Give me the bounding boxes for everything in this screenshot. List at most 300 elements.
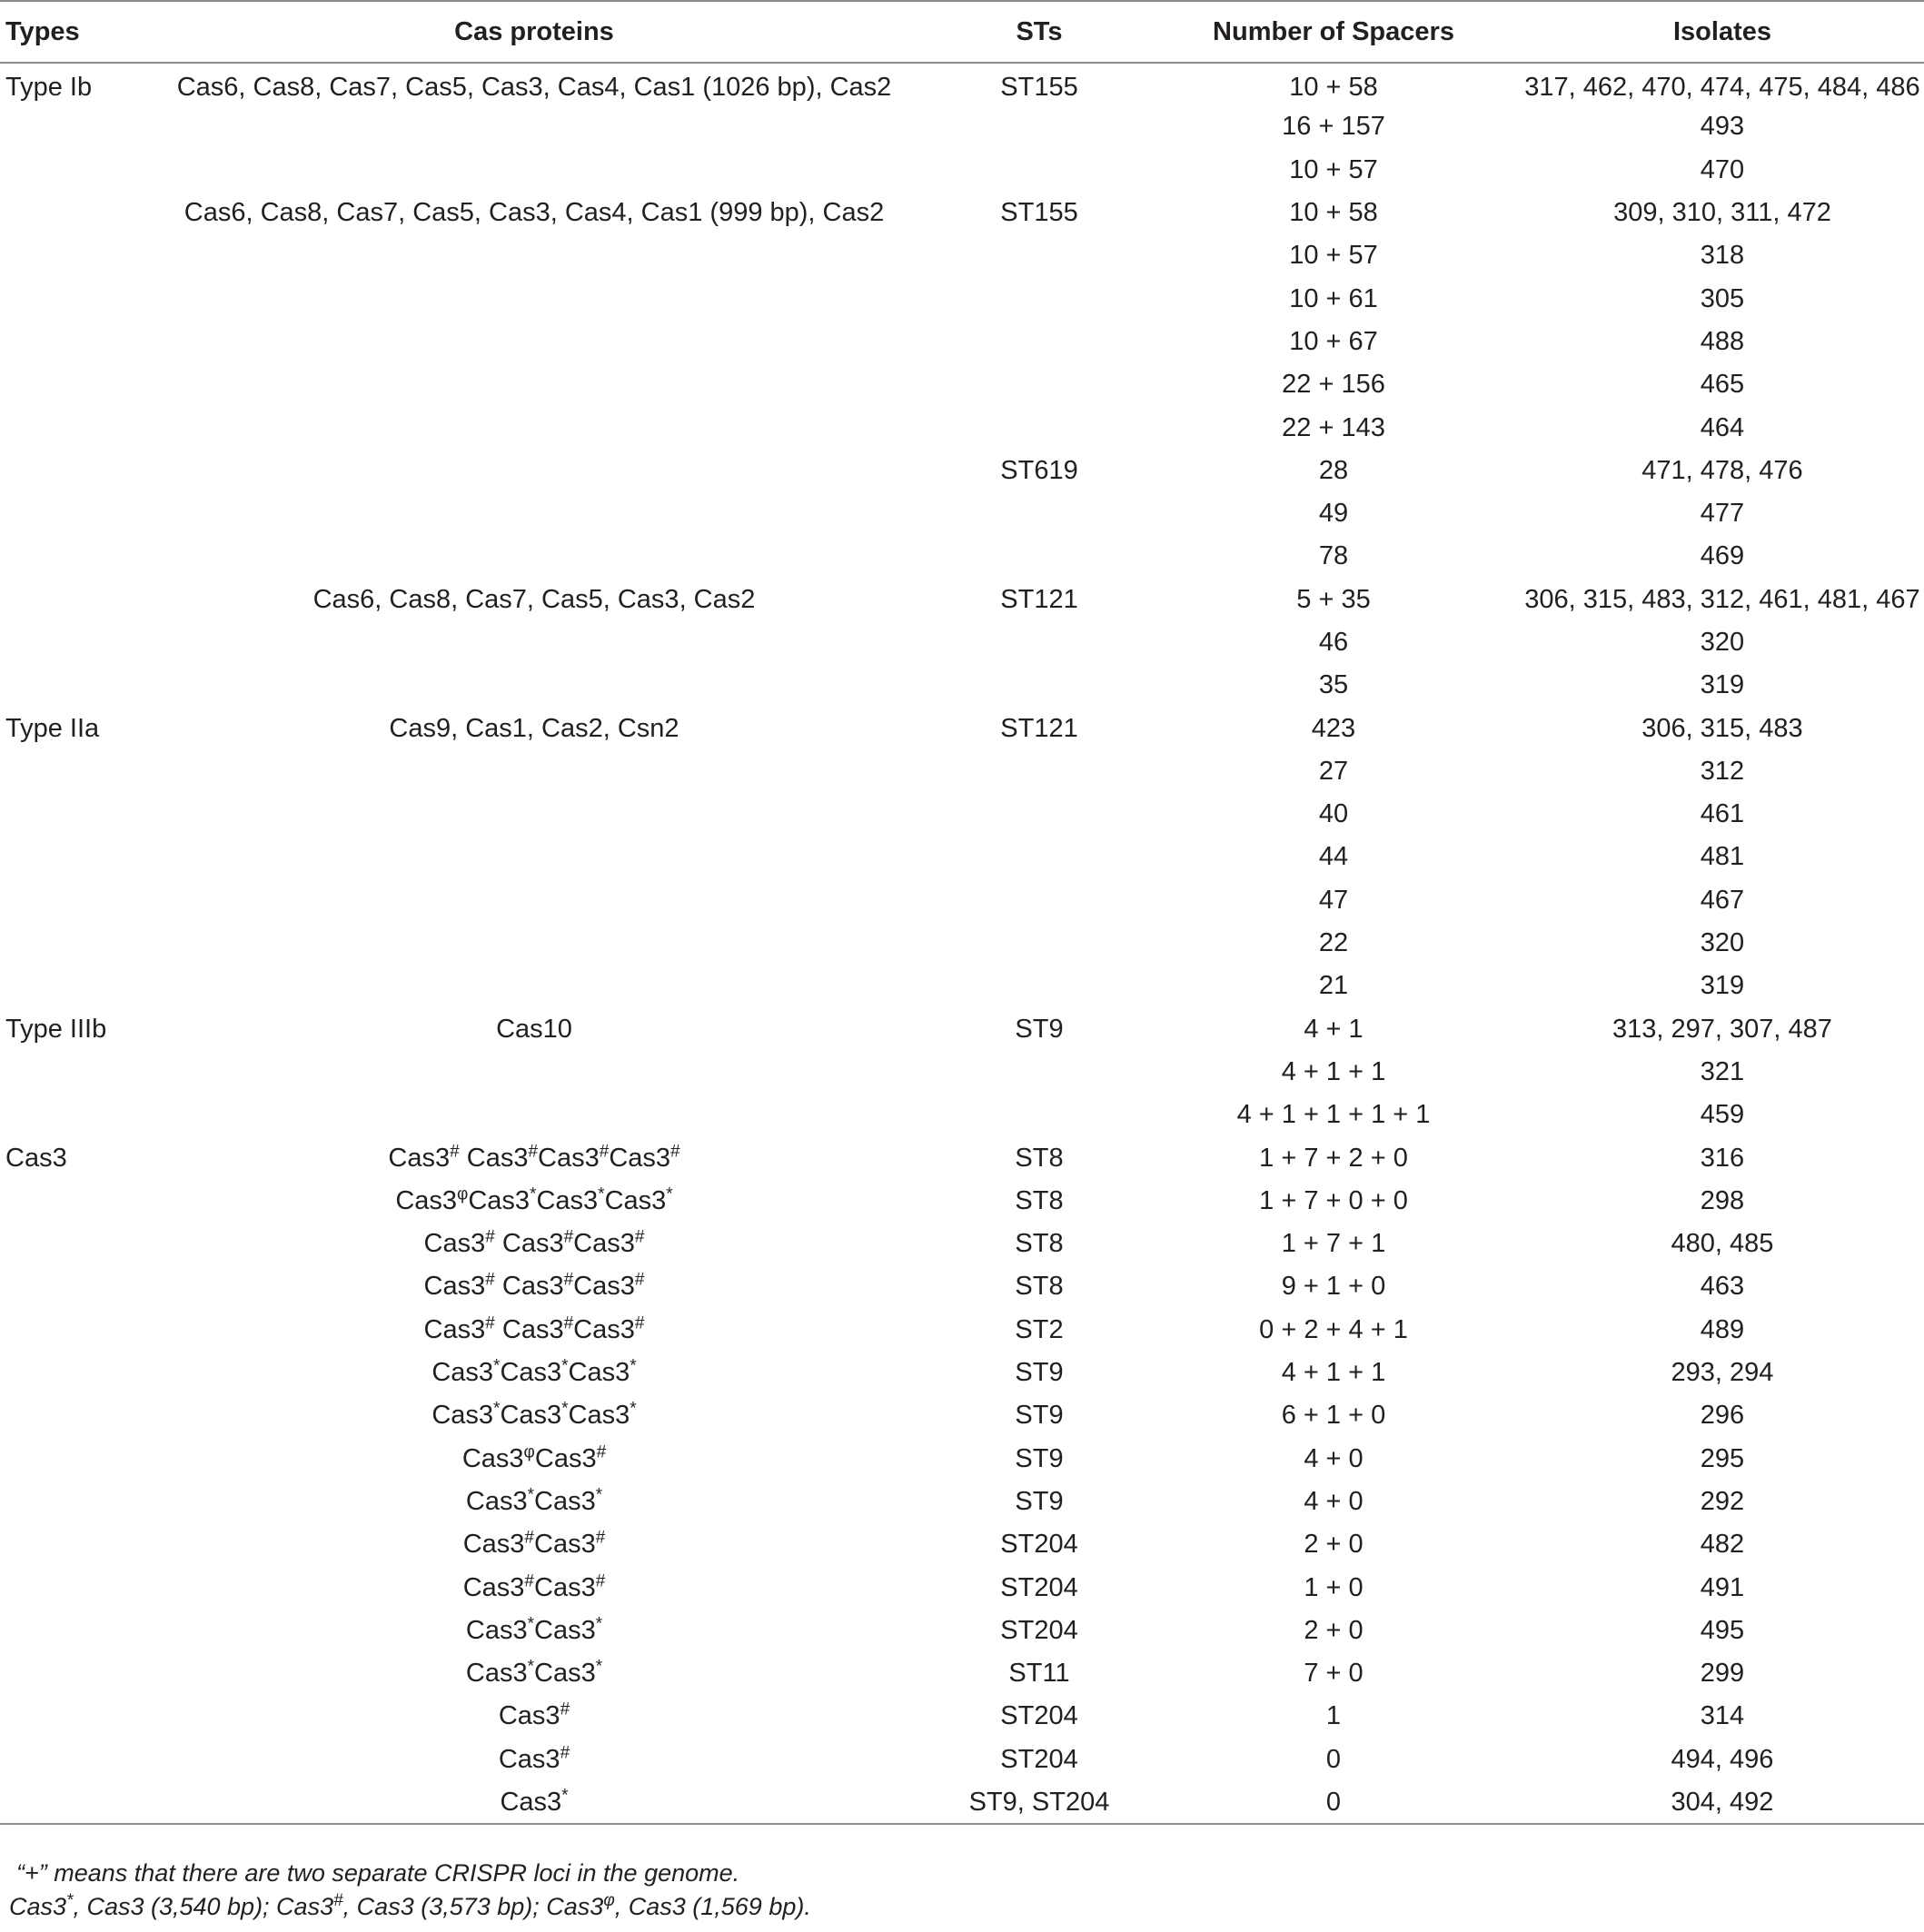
table-row <box>0 1739 1924 1781</box>
cas-variant-marker: * <box>527 1485 534 1505</box>
cell-cas-proteins <box>136 1094 932 1136</box>
cell-type <box>0 535 136 578</box>
cas-protein-text: Cas3 <box>604 1185 667 1215</box>
cell-type <box>0 192 136 234</box>
cell-type <box>0 492 136 535</box>
table-row <box>0 836 1924 878</box>
cas-protein-text: Cas6, Cas8, Cas7, Cas5, Cas3, Cas4, Cas1 (1026 bp), Cas2 <box>176 72 892 102</box>
cas-variant-marker: # <box>634 1313 645 1333</box>
cell-cas-proteins <box>136 1394 932 1437</box>
cell-isolates: 477 <box>1700 499 1745 529</box>
table-footnotes <box>9 1857 811 1924</box>
table-row <box>0 664 1924 707</box>
cell-type <box>0 1352 136 1394</box>
cell-number-of-spacers: 78 <box>1318 541 1349 571</box>
cas-protein-text: Cas3 <box>534 1659 596 1689</box>
cas-protein-text: Cas3 <box>465 1486 528 1516</box>
cell-isolates: 309, 310, 311, 472 <box>1613 198 1831 228</box>
cell-number-of-spacers: 4 + 1 + 1 <box>1281 1056 1386 1086</box>
cell-isolates: 304, 492 <box>1521 1781 1924 1824</box>
cell-cas-proteins <box>136 836 932 878</box>
cell-type <box>0 1781 136 1824</box>
cell-isolates: 461 <box>1700 799 1745 829</box>
footnote-plus-meaning: “+” means that there are two separate CRISPR loci in the genome. <box>16 1859 740 1887</box>
cas-protein-text: Cas3 <box>500 1787 562 1817</box>
table-row <box>0 1094 1924 1136</box>
cas-protein-text: Cas3 <box>568 1358 630 1388</box>
cell-st <box>932 149 1146 192</box>
cas-protein-text: Cas3 <box>423 1272 486 1302</box>
cell-type <box>0 965 136 1007</box>
cell-number-of-spacers: 10 + 58 <box>1289 198 1378 228</box>
cas-variant-marker: # <box>450 1141 460 1161</box>
cell-isolates: 293, 294 <box>1671 1358 1774 1388</box>
cell-type <box>0 1739 136 1781</box>
table-row <box>0 750 1924 793</box>
cell-type: Cas3 <box>5 1143 67 1173</box>
cell-isolates: 316 <box>1700 1143 1745 1173</box>
footnote-part: , Cas3 (1,569 bp). <box>614 1893 811 1920</box>
cas-protein-text: Cas3 <box>462 1572 525 1602</box>
cas-protein-text: Cas3 <box>494 1272 564 1302</box>
cell-st <box>932 492 1146 535</box>
cell-type <box>0 1394 136 1437</box>
cas-variant-marker: * <box>595 1657 603 1677</box>
cell-type <box>0 664 136 707</box>
cell-isolates: 459 <box>1700 1100 1745 1130</box>
cell-st: ST8 <box>1015 1272 1064 1302</box>
cell-type <box>0 1438 136 1481</box>
cell-type <box>0 149 136 192</box>
header-types: Types <box>0 1 136 63</box>
cell-isolates: 464 <box>1700 412 1745 442</box>
cell-number-of-spacers: 10 + 58 <box>1289 72 1378 102</box>
cell-number-of-spacers: 2 + 0 <box>1304 1615 1364 1645</box>
cell-isolates: 480, 485 <box>1671 1229 1774 1259</box>
cell-st <box>932 836 1146 878</box>
cell-number-of-spacers: 4 + 1 <box>1304 1014 1364 1044</box>
cell-number-of-spacers: 10 + 57 <box>1289 241 1378 271</box>
cas-variant-marker: # <box>634 1227 645 1247</box>
cell-number-of-spacers: 9 + 1 + 0 <box>1281 1272 1386 1302</box>
cell-number-of-spacers: 16 + 157 <box>1282 112 1385 142</box>
cell-number-of-spacers: 1 + 7 + 2 + 0 <box>1259 1143 1408 1173</box>
cell-number-of-spacers: 1 + 7 + 1 <box>1281 1229 1386 1259</box>
table-row <box>0 1523 1924 1566</box>
cell-number-of-spacers: 22 <box>1318 928 1349 958</box>
cas-variant-marker: * <box>598 1184 605 1204</box>
cell-st <box>932 1051 1146 1094</box>
cell-type <box>0 750 136 793</box>
cell-isolates: 488 <box>1700 326 1745 356</box>
cas-variant-marker: * <box>630 1399 637 1419</box>
cell-cas-proteins <box>136 321 932 363</box>
cell-st: ST204 <box>1000 1572 1078 1602</box>
cas-protein-text: Cas3 <box>536 1185 599 1215</box>
table-row <box>0 277 1924 320</box>
table-row <box>0 1352 1924 1394</box>
cell-number-of-spacers: 28 <box>1318 455 1349 485</box>
cell-st: ST9, ST204 <box>932 1781 1146 1824</box>
cas-protein-text: Cas9, Cas1, Cas2, Csn2 <box>389 713 679 743</box>
cell-isolates: 493 <box>1700 112 1745 142</box>
table-row <box>0 922 1924 965</box>
cell-number-of-spacers: 4 + 0 <box>1304 1443 1364 1473</box>
cell-type <box>0 1566 136 1609</box>
cell-number-of-spacers: 0 + 2 + 4 + 1 <box>1259 1314 1408 1344</box>
cell-st <box>932 965 1146 1007</box>
cell-st: ST8 <box>1015 1185 1064 1215</box>
cas-variant-marker: φ <box>457 1184 469 1204</box>
cell-isolates: 305 <box>1700 283 1745 313</box>
footnote-marker: φ <box>603 1891 615 1910</box>
cell-isolates: 491 <box>1700 1572 1745 1602</box>
cell-isolates: 319 <box>1700 971 1745 1001</box>
cell-st: ST204 <box>1000 1701 1078 1731</box>
header-cas-proteins: Cas proteins <box>136 1 932 63</box>
cas-variant-marker: * <box>561 1785 569 1805</box>
cell-cas-proteins <box>136 922 932 965</box>
table-row <box>0 1180 1924 1223</box>
cell-st: ST204 <box>1000 1530 1078 1560</box>
table-row <box>0 1566 1924 1609</box>
table-row <box>0 105 1924 148</box>
cell-st: ST8 <box>1015 1143 1064 1173</box>
cell-type <box>0 105 136 148</box>
cell-cas-proteins <box>136 406 932 449</box>
cas-variant-marker: * <box>527 1614 534 1634</box>
cell-st <box>932 750 1146 793</box>
cell-number-of-spacers: 4 + 0 <box>1304 1486 1364 1516</box>
cas-variant-marker: # <box>599 1141 610 1161</box>
cell-st: ST9 <box>1015 1486 1064 1516</box>
table-row <box>0 192 1924 234</box>
cas-variant-marker: * <box>493 1356 501 1376</box>
cas-protein-text: Cas3 <box>461 1443 524 1473</box>
cell-st <box>932 793 1146 836</box>
cell-cas-proteins <box>136 492 932 535</box>
table-row <box>0 879 1924 922</box>
cell-st: ST9 <box>1015 1014 1064 1044</box>
cas-variant-marker: # <box>528 1141 539 1161</box>
cell-cas-proteins <box>136 1739 932 1781</box>
cell-number-of-spacers: 10 + 67 <box>1289 326 1378 356</box>
cell-type <box>0 363 136 406</box>
cell-cas-proteins <box>136 1781 932 1824</box>
table-row <box>0 1652 1924 1695</box>
cas-protein-text: Cas3 <box>573 1314 635 1344</box>
cell-cas-proteins <box>136 1481 932 1523</box>
cell-type <box>0 879 136 922</box>
cas-protein-text: Cas3 <box>500 1401 562 1431</box>
table-row <box>0 1309 1924 1352</box>
cell-type: Type IIa <box>5 713 100 743</box>
cell-cas-proteins <box>136 105 932 148</box>
footnote-cas3-variants <box>9 1890 811 1924</box>
cell-isolates: 306, 315, 483 <box>1641 713 1803 743</box>
cas-protein-text: Cas3 <box>494 1314 564 1344</box>
cell-isolates: 295 <box>1700 1443 1745 1473</box>
cell-cas-proteins <box>136 879 932 922</box>
cas-variant-marker: * <box>530 1184 537 1204</box>
cas-protein-text: Cas3 <box>459 1143 529 1173</box>
cas-variant-marker: # <box>560 1699 570 1719</box>
cell-st: ST9 <box>1015 1443 1064 1473</box>
cell-number-of-spacers: 0 <box>1146 1781 1521 1824</box>
cas-variant-marker: * <box>630 1356 637 1376</box>
table-row <box>0 63 1924 105</box>
table-row <box>0 1610 1924 1652</box>
cell-cas-proteins <box>136 579 932 621</box>
cell-isolates: 298 <box>1700 1185 1745 1215</box>
table-row <box>0 621 1924 664</box>
cell-st <box>932 363 1146 406</box>
cell-st <box>932 1094 1146 1136</box>
cell-st <box>932 535 1146 578</box>
cell-cas-proteins <box>136 1265 932 1308</box>
cas-protein-text: Cas3 <box>431 1358 494 1388</box>
cell-cas-proteins <box>136 1136 932 1179</box>
cell-isolates: 314 <box>1700 1701 1745 1731</box>
cell-type <box>0 234 136 277</box>
cell-number-of-spacers: 46 <box>1318 628 1349 657</box>
cell-isolates: 320 <box>1700 928 1745 958</box>
header-isolates: Isolates <box>1521 1 1924 63</box>
cell-type <box>0 1481 136 1523</box>
cas-protein-text: Cas3 <box>431 1401 494 1431</box>
cas-protein-text: Cas3 <box>423 1314 486 1344</box>
cas-protein-text: Cas3 <box>388 1143 451 1173</box>
cell-cas-proteins <box>136 1352 932 1394</box>
cell-cas-proteins <box>136 450 932 492</box>
table-row <box>0 149 1924 192</box>
cell-isolates: 494, 496 <box>1671 1744 1774 1774</box>
cas-variant-marker: # <box>595 1570 606 1590</box>
cas-variant-marker: # <box>670 1141 680 1161</box>
cell-cas-proteins <box>136 1008 932 1051</box>
cell-st: ST2 <box>1015 1314 1064 1344</box>
header-number-of-spacers: Number of Spacers <box>1146 1 1521 63</box>
cas-variant-marker: * <box>595 1614 603 1634</box>
cell-isolates: 299 <box>1700 1659 1745 1689</box>
table-row <box>0 1008 1924 1051</box>
table-row <box>0 321 1924 363</box>
table-row <box>0 707 1924 749</box>
cell-number-of-spacers: 21 <box>1318 971 1349 1001</box>
cas-protein-text: Cas3 <box>534 1443 597 1473</box>
cell-cas-proteins <box>136 1438 932 1481</box>
cas-protein-text: Cas10 <box>496 1014 572 1044</box>
table-row <box>0 492 1924 535</box>
cell-cas-proteins <box>136 1180 932 1223</box>
cell-number-of-spacers: 35 <box>1318 670 1349 700</box>
cell-st <box>932 922 1146 965</box>
cell-type <box>0 450 136 492</box>
cas-protein-text: Cas3 <box>573 1272 635 1302</box>
cell-number-of-spacers: 1 <box>1325 1701 1342 1731</box>
table-row <box>0 1781 1924 1824</box>
cell-type: Type IIIb <box>5 1014 107 1044</box>
cell-number-of-spacers: 423 <box>1311 713 1356 743</box>
cell-cas-proteins <box>136 1051 932 1094</box>
cell-isolates: 318 <box>1700 241 1745 271</box>
cell-st <box>932 621 1146 664</box>
cas-variant-marker: # <box>524 1528 534 1548</box>
cell-number-of-spacers: 7 + 0 <box>1304 1659 1364 1689</box>
cell-st <box>932 664 1146 707</box>
cell-type <box>0 922 136 965</box>
cas-protein-text: Cas3 <box>534 1572 596 1602</box>
cell-isolates: 467 <box>1700 885 1745 915</box>
cas-protein-text: Cas3 <box>468 1185 531 1215</box>
cell-type <box>0 1094 136 1136</box>
cell-type <box>0 1223 136 1265</box>
cell-isolates: 489 <box>1700 1314 1745 1344</box>
cell-type <box>0 406 136 449</box>
cell-cas-proteins <box>136 63 932 105</box>
cas-variant-marker: # <box>485 1227 495 1247</box>
cell-type <box>0 277 136 320</box>
table-row <box>0 234 1924 277</box>
cell-isolates: 321 <box>1700 1056 1745 1086</box>
cell-type <box>0 836 136 878</box>
cell-type <box>0 1051 136 1094</box>
cell-type <box>0 1523 136 1566</box>
cell-cas-proteins <box>136 664 932 707</box>
cas-variant-marker: # <box>563 1270 574 1290</box>
cell-type <box>0 579 136 621</box>
cell-type <box>0 793 136 836</box>
cell-st: ST11 <box>1008 1659 1070 1689</box>
cell-isolates: 471, 478, 476 <box>1641 455 1803 485</box>
cas-variant-marker: # <box>563 1227 574 1247</box>
cell-cas-proteins <box>136 1652 932 1695</box>
cas-protein-text: Cas3 <box>465 1615 528 1645</box>
cell-st <box>932 234 1146 277</box>
cell-cas-proteins <box>136 793 932 836</box>
cell-type <box>0 1309 136 1352</box>
table-row <box>0 1394 1924 1437</box>
cell-number-of-spacers: 47 <box>1318 885 1349 915</box>
cas-variant-marker: * <box>561 1356 569 1376</box>
cas-variant-marker: * <box>561 1399 569 1419</box>
cell-isolates: 306, 315, 483, 312, 461, 481, 467 <box>1524 584 1920 614</box>
cell-cas-proteins <box>136 192 932 234</box>
cell-st: ST8 <box>1015 1229 1064 1259</box>
cell-cas-proteins <box>136 965 932 1007</box>
cell-isolates: 463 <box>1700 1272 1745 1302</box>
table-row <box>0 1136 1924 1179</box>
cell-type <box>0 321 136 363</box>
cell-cas-proteins <box>136 277 932 320</box>
cell-isolates: 320 <box>1700 628 1745 657</box>
cell-isolates: 312 <box>1700 756 1745 786</box>
cas-protein-text: Cas3 <box>573 1229 635 1259</box>
cell-st: ST9 <box>1015 1358 1064 1388</box>
cell-st: ST155 <box>1000 198 1078 228</box>
table-body <box>0 63 1924 1824</box>
cas-variant-marker: * <box>493 1399 501 1419</box>
table-row <box>0 1438 1924 1481</box>
cell-isolates: 495 <box>1700 1615 1745 1645</box>
cas-protein-text: Cas3 <box>609 1143 671 1173</box>
cell-cas-proteins <box>136 234 932 277</box>
table-row <box>0 579 1924 621</box>
footnote-part: Cas3 <box>9 1893 67 1920</box>
cell-st: ST121 <box>1000 584 1078 614</box>
cas-variant-marker: # <box>524 1570 534 1590</box>
cell-number-of-spacers: 1 + 7 + 0 + 0 <box>1259 1185 1408 1215</box>
table-row <box>0 1695 1924 1738</box>
footnote-marker: * <box>66 1891 74 1910</box>
cas-protein-text: Cas3 <box>534 1486 596 1516</box>
cas-protein-text: Cas3 <box>538 1143 600 1173</box>
cell-st <box>932 277 1146 320</box>
cell-st <box>932 879 1146 922</box>
cell-cas-proteins <box>136 1523 932 1566</box>
cell-number-of-spacers: 10 + 57 <box>1289 154 1378 184</box>
cell-number-of-spacers: 44 <box>1318 842 1349 872</box>
cell-number-of-spacers: 1 + 0 <box>1304 1572 1364 1602</box>
cell-cas-proteins <box>136 363 932 406</box>
cell-st <box>932 321 1146 363</box>
cell-cas-proteins <box>136 1695 932 1738</box>
cas-variant-marker: φ <box>523 1442 535 1461</box>
cell-st: ST155 <box>1000 72 1078 102</box>
cell-cas-proteins <box>136 1610 932 1652</box>
cell-st: ST204 <box>1000 1744 1078 1774</box>
cell-number-of-spacers: 27 <box>1318 756 1349 786</box>
cas-variant-marker: # <box>596 1442 607 1461</box>
cell-isolates: 481 <box>1700 842 1745 872</box>
cell-cas-proteins <box>136 1566 932 1609</box>
cas-protein-text: Cas6, Cas8, Cas7, Cas5, Cas3, Cas2 <box>312 584 756 614</box>
cas-variant-marker: # <box>634 1270 645 1290</box>
cell-isolates: 317, 462, 470, 474, 475, 484, 486 <box>1524 72 1920 102</box>
cell-type <box>0 1610 136 1652</box>
table-row <box>0 363 1924 406</box>
cas-protein-text: Cas3 <box>462 1530 525 1560</box>
cas-variant-marker: # <box>560 1743 570 1763</box>
cell-type: Type Ib <box>5 72 93 102</box>
cell-isolates: 313, 297, 307, 487 <box>1612 1014 1832 1044</box>
cas-variant-marker: # <box>485 1270 495 1290</box>
table-row <box>0 1481 1924 1523</box>
cell-number-of-spacers: 22 + 143 <box>1282 412 1385 442</box>
cell-isolates: 296 <box>1700 1401 1745 1431</box>
footnote-part: , Cas3 (3,573 bp); Cas3 <box>342 1893 604 1920</box>
cell-type <box>0 1265 136 1308</box>
cell-isolates: 482 <box>1700 1530 1745 1560</box>
cell-isolates: 319 <box>1700 670 1745 700</box>
cell-st <box>932 406 1146 449</box>
cas-protein-text: Cas3 <box>395 1185 458 1215</box>
cas-variant-marker: * <box>666 1184 673 1204</box>
cell-st <box>932 105 1146 148</box>
cell-type <box>0 1652 136 1695</box>
cas-protein-text: Cas3 <box>465 1659 528 1689</box>
cell-cas-proteins <box>136 149 932 192</box>
cas-protein-text: Cas3 <box>494 1229 564 1259</box>
cas-protein-text: Cas3 <box>534 1530 596 1560</box>
cell-st: ST9 <box>1015 1401 1064 1431</box>
table-row <box>0 1223 1924 1265</box>
table-row <box>0 793 1924 836</box>
header-row <box>0 1 1924 63</box>
cell-st: ST121 <box>1000 713 1078 743</box>
cell-cas-proteins <box>136 1223 932 1265</box>
cell-isolates: 469 <box>1700 541 1745 571</box>
